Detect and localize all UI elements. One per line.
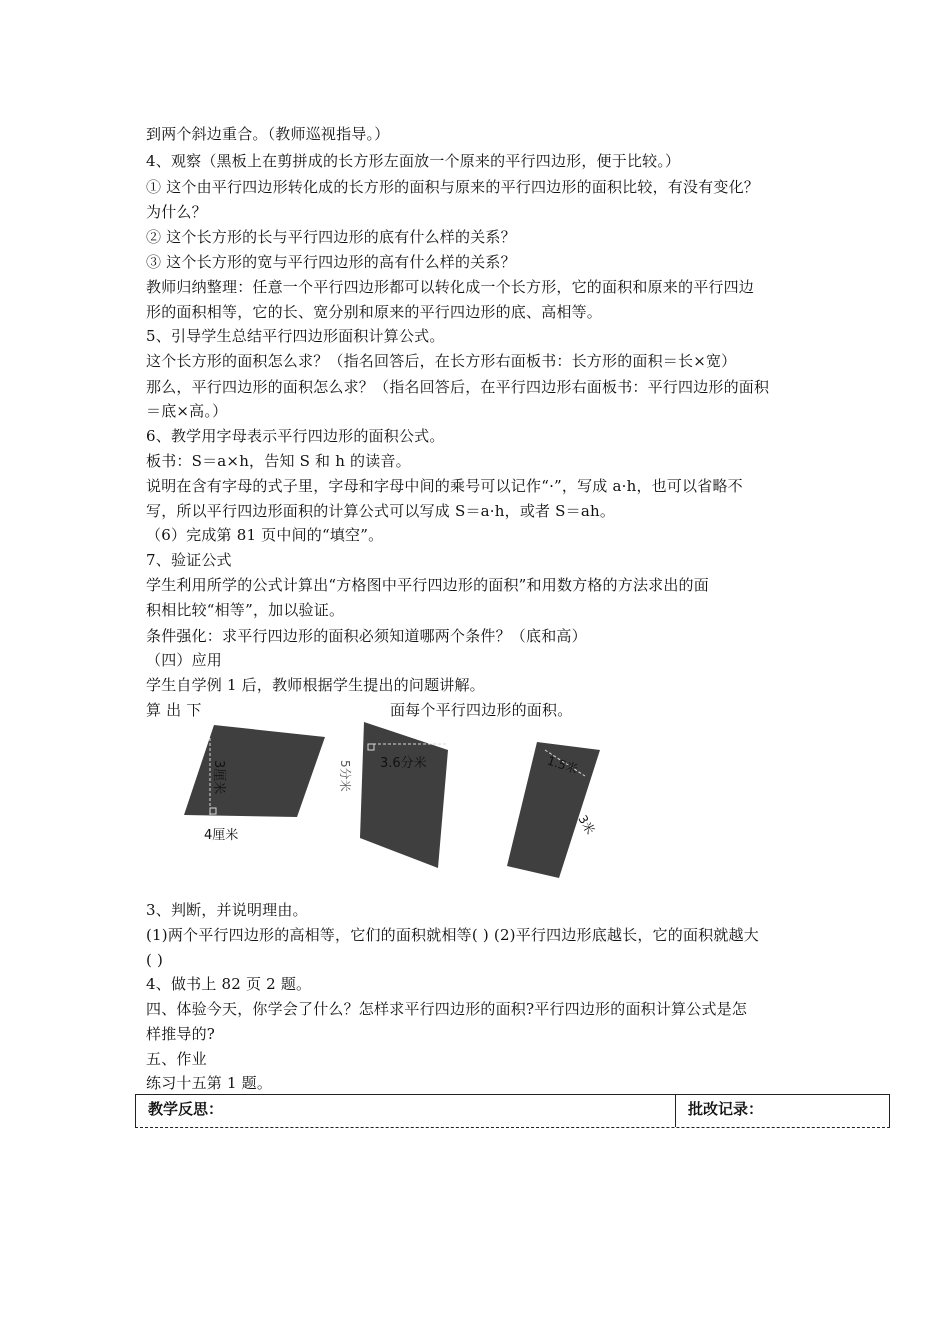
text-line: 这个长方形的面积怎么求？（指名回答后，在长方形右面板书：长方形的面积＝长×宽） xyxy=(146,352,737,370)
text-line: 为什么？ xyxy=(146,203,207,221)
text-line: 说明在含有字母的式子里，字母和字母中间的乘号可以记作“·”，写成 a·h，也可以省略不 xyxy=(146,477,743,495)
text-line: ③ 这个长方形的宽与平行四边形的高有什么样的关系？ xyxy=(146,253,516,271)
text-line: 练习十五第 1 题。 xyxy=(146,1074,273,1092)
text-line: ① 这个由平行四边形转化成的长方形的面积与原来的平行四边形的面积比较，有没有变化？ xyxy=(146,178,759,196)
text-line: 4、观察（黑板上在剪拼成的长方形左面放一个原来的平行四边形，便于比较。） xyxy=(146,152,681,170)
figure-3-base-label: 1.5米 xyxy=(545,753,580,777)
text-line: （6）完成第 81 页中间的“填空”。 xyxy=(146,526,384,544)
text-line: ( ) xyxy=(146,951,164,969)
text-line: 3、判断，并说明理由。 xyxy=(146,901,308,919)
text-line: ② 这个长方形的长与平行四边形的底有什么样的关系？ xyxy=(146,228,516,246)
text-line: 6、教学用字母表示平行四边形的面积公式。 xyxy=(146,427,445,445)
exercise-prefix: 算 出 下 xyxy=(146,701,202,719)
figure-1-base-label: 4厘米 xyxy=(204,828,239,843)
text-line: 7、验证公式 xyxy=(146,551,232,569)
figure-1-height-label: 3厘米 xyxy=(211,760,226,795)
text-line: 那么，平行四边形的面积怎么求？（指名回答后，在平行四边形右面板书：平行四边形的面积 xyxy=(146,378,770,396)
text-line: 学生利用所学的公式计算出“方格图中平行四边形的面积”和用数方格的方法求出的面 xyxy=(146,576,709,594)
text-line: 到两个斜边重合。（教师巡视指导。） xyxy=(146,125,390,143)
text-line: 5、引导学生总结平行四边形面积计算公式。 xyxy=(146,327,445,345)
parallelogram-1-shape xyxy=(180,720,330,850)
text-line: 教师归纳整理：任意一个平行四边形都可以转化成一个长方形，它的面积和原来的平行四边 xyxy=(146,278,755,296)
text-line: 条件强化：求平行四边形的面积必须知道哪两个条件？（底和高） xyxy=(146,627,587,645)
text-line: 样推导的? xyxy=(146,1025,216,1043)
text-line: (1)两个平行四边形的高相等，它们的面积就相等( ) (2)平行四边形底越长，它的面积就越大 xyxy=(146,926,759,944)
parallelogram-2-shape xyxy=(338,718,458,878)
teaching-reflection-cell: 教学反思： xyxy=(136,1095,676,1127)
figure-2-side-label: 5分米 xyxy=(338,760,352,792)
text-line: ＝底×高。） xyxy=(146,402,228,420)
text-line: 五、作业 xyxy=(146,1050,207,1068)
parallelogram-figure-1 xyxy=(180,720,330,850)
parallelogram-figure-3 xyxy=(505,738,610,883)
text-line: 四、体验今天，你学会了什么？怎样求平行四边形的面积?平行四边形的面积计算公式是怎 xyxy=(146,1000,748,1018)
text-line: 积相比较“相等”，加以验证。 xyxy=(146,601,345,619)
text-line: 板书：S＝a×h，告知 S 和 h 的读音。 xyxy=(146,452,411,470)
text-line: 写，所以平行四边形面积的计算公式可以写成 S＝a·h，或者 S＝ah。 xyxy=(146,502,616,520)
exercise-suffix: 面每个平行四边形的面积。 xyxy=(390,701,573,719)
parallelogram-1-body xyxy=(184,725,325,817)
reflection-table xyxy=(135,1094,890,1128)
figure-2-base-label: 3.6分米 xyxy=(380,756,427,771)
text-line: 形的面积相等，它的长、宽分别和原来的平行四边形的底、高相等。 xyxy=(146,303,603,321)
text-line: （四）应用 xyxy=(146,651,223,669)
figure-3-height-label: 3米 xyxy=(575,812,598,837)
parallelogram-figure-2 xyxy=(338,718,458,878)
text-line: 4、做书上 82 页 2 题。 xyxy=(146,975,312,993)
text-line: 学生自学例 1 后，教师根据学生提出的问题讲解。 xyxy=(146,676,485,694)
grading-record-cell: 批改记录： xyxy=(688,1100,764,1118)
